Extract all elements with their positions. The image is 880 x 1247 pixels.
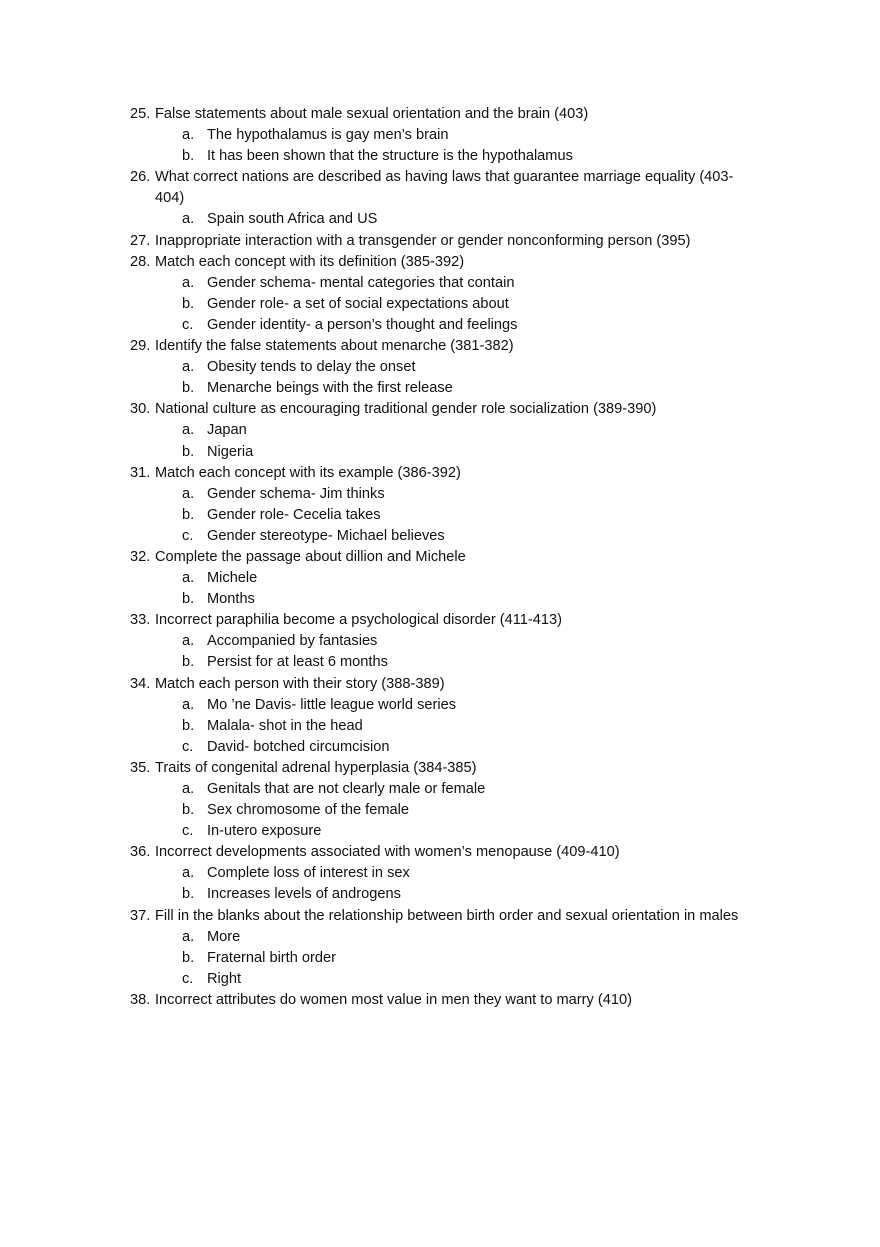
answer-item (130, 589, 770, 610)
question-item (130, 610, 770, 631)
answer-letter: b. (182, 295, 195, 312)
question-number: 37. (130, 907, 151, 924)
answer-item (130, 315, 770, 336)
question-text: National culture as encouraging traditional gender role socialization (389-390) (155, 401, 657, 418)
answer-text: Right (207, 970, 242, 987)
answer-item (130, 948, 770, 969)
answer-item (130, 294, 770, 315)
answer-letter: a. (182, 422, 195, 439)
answer-letter: b. (182, 148, 195, 165)
question-text: Match each concept with its definition (385-392) (155, 253, 465, 270)
answer-item (130, 442, 770, 463)
question-text: Traits of congenital adrenal hyperplasia (384-385) (155, 759, 477, 776)
answer-text: Gender stereotype- Michael believes (207, 527, 445, 544)
answer-letter: a. (182, 274, 195, 291)
answer-item (130, 969, 770, 990)
question-text: Match each concept with its example (386-392) (155, 464, 461, 481)
question-text: What correct nations are described as having laws that guarantee marriage equality (403-404) (155, 169, 734, 207)
answer-letter: a. (182, 633, 195, 650)
answer-letter: b. (182, 802, 195, 819)
answer-text: Persist for at least 6 months (207, 654, 388, 671)
question-text: False statements about male sexual orientation and the brain (403) (155, 106, 589, 122)
answer-item (130, 125, 770, 146)
question-item (130, 336, 770, 357)
answer-letter: b. (182, 949, 195, 966)
answer-letter: b. (182, 886, 195, 903)
question-text: Inappropriate interaction with a transgender or gender nonconforming person (395) (155, 232, 691, 249)
answer-text: Increases levels of androgens (207, 886, 401, 903)
question-number: 29. (130, 338, 151, 355)
question-number: 33. (130, 612, 151, 629)
question-text: Incorrect paraphilia become a psychological disorder (411-413) (155, 612, 562, 629)
answer-item (130, 695, 770, 716)
answer-text: Nigeria (207, 443, 254, 460)
question-number: 34. (130, 675, 151, 692)
answer-text: Gender schema- Jim thinks (207, 485, 385, 502)
answer-letter: b. (182, 591, 195, 608)
answer-item (130, 863, 770, 884)
question-number: 31. (130, 464, 151, 481)
answer-text: More (207, 928, 241, 945)
question-item (130, 104, 770, 125)
answer-item (130, 716, 770, 737)
answer-letter: a. (182, 570, 195, 587)
answer-text: David- botched circumcision (207, 738, 390, 755)
answer-item (130, 378, 770, 399)
answer-letter: a. (182, 127, 195, 144)
answer-letter: a. (182, 359, 195, 376)
answer-letter: b. (182, 654, 195, 671)
question-item (130, 758, 770, 779)
answer-text: Sex chromosome of the female (207, 802, 409, 819)
answer-letter: a. (182, 485, 195, 502)
answer-item (130, 737, 770, 758)
question-number: 32. (130, 548, 151, 565)
question-number: 38. (130, 991, 151, 1008)
answer-item (130, 821, 770, 842)
question-text: Incorrect attributes do women most value in men they want to marry (410) (155, 991, 632, 1008)
answer-text: Malala- shot in the head (207, 717, 363, 734)
answer-item (130, 779, 770, 800)
answer-letter: c. (182, 316, 194, 333)
answer-text: Obesity tends to delay the onset (207, 359, 416, 376)
question-number: 35. (130, 759, 151, 776)
answer-letter: c. (182, 970, 194, 987)
answer-item (130, 273, 770, 294)
answer-letter: b. (182, 506, 195, 523)
question-text: Complete the passage about dillion and Michele (155, 548, 466, 565)
question-text: Incorrect developments associated with women’s menopause (409-410) (155, 844, 620, 861)
question-text: Match each person with their story (388-389) (155, 675, 445, 692)
answer-text: The hypothalamus is gay men’s brain (207, 127, 449, 144)
question-number: 36. (130, 844, 151, 861)
question-item (130, 252, 770, 273)
answer-letter: a. (182, 211, 195, 228)
answer-item (130, 357, 770, 378)
question-item (130, 231, 770, 252)
question-item (130, 674, 770, 695)
question-number: 30. (130, 401, 151, 418)
answer-item (130, 800, 770, 821)
answer-letter: a. (182, 865, 195, 882)
question-number: 26. (130, 169, 151, 186)
answer-item (130, 526, 770, 547)
answer-text: It has been shown that the structure is the hypothalamus (207, 148, 573, 165)
question-number: 25. (130, 106, 151, 122)
answer-text: Complete loss of interest in sex (207, 865, 410, 882)
question-list (130, 104, 770, 1011)
question-item (130, 463, 770, 484)
question-item (130, 842, 770, 863)
answer-item (130, 652, 770, 673)
answer-item (130, 884, 770, 905)
answer-letter: c. (182, 738, 194, 755)
answer-letter: b. (182, 380, 195, 397)
answer-item (130, 209, 770, 230)
answer-item (130, 420, 770, 441)
question-item (130, 399, 770, 420)
answer-text: In-utero exposure (207, 823, 322, 840)
answer-item (130, 631, 770, 652)
answer-text: Genitals that are not clearly male or female (207, 781, 486, 797)
answer-text: Gender schema- mental categories that contain (207, 274, 515, 291)
answer-text: Gender identity- a person’s thought and feelings (207, 316, 518, 333)
question-item (130, 167, 770, 209)
answer-text: Fraternal birth order (207, 949, 336, 966)
answer-text: Spain south Africa and US (207, 211, 378, 228)
question-item (130, 990, 770, 1011)
answer-item (130, 568, 770, 589)
question-item (130, 906, 770, 927)
answer-text: Months (207, 591, 255, 608)
question-text: Identify the false statements about menarche (381-382) (155, 338, 514, 355)
answer-text: Menarche beings with the first release (207, 380, 453, 397)
answer-text: Accompanied by fantasies (207, 633, 378, 650)
question-number: 28. (130, 253, 151, 270)
answer-text: Japan (207, 422, 247, 439)
answer-letter: a. (182, 696, 195, 713)
answer-letter: b. (182, 717, 195, 734)
answer-item (130, 927, 770, 948)
answer-text: Gender role- Cecelia takes (207, 506, 381, 523)
answer-text: Michele (207, 570, 258, 587)
answer-letter: a. (182, 928, 195, 945)
question-item (130, 547, 770, 568)
answer-item (130, 146, 770, 167)
answer-letter: c. (182, 823, 194, 840)
answer-item (130, 484, 770, 505)
question-text: Fill in the blanks about the relationship between birth order and sexual orientation in males (155, 907, 739, 924)
answer-text: Mo ’ne Davis- little league world series (207, 696, 457, 713)
answer-item (130, 505, 770, 526)
question-number: 27. (130, 232, 151, 249)
answer-text: Gender role- a set of social expectations about (207, 295, 509, 312)
answer-letter: c. (182, 527, 194, 544)
answer-letter: a. (182, 781, 195, 797)
answer-letter: b. (182, 443, 195, 460)
